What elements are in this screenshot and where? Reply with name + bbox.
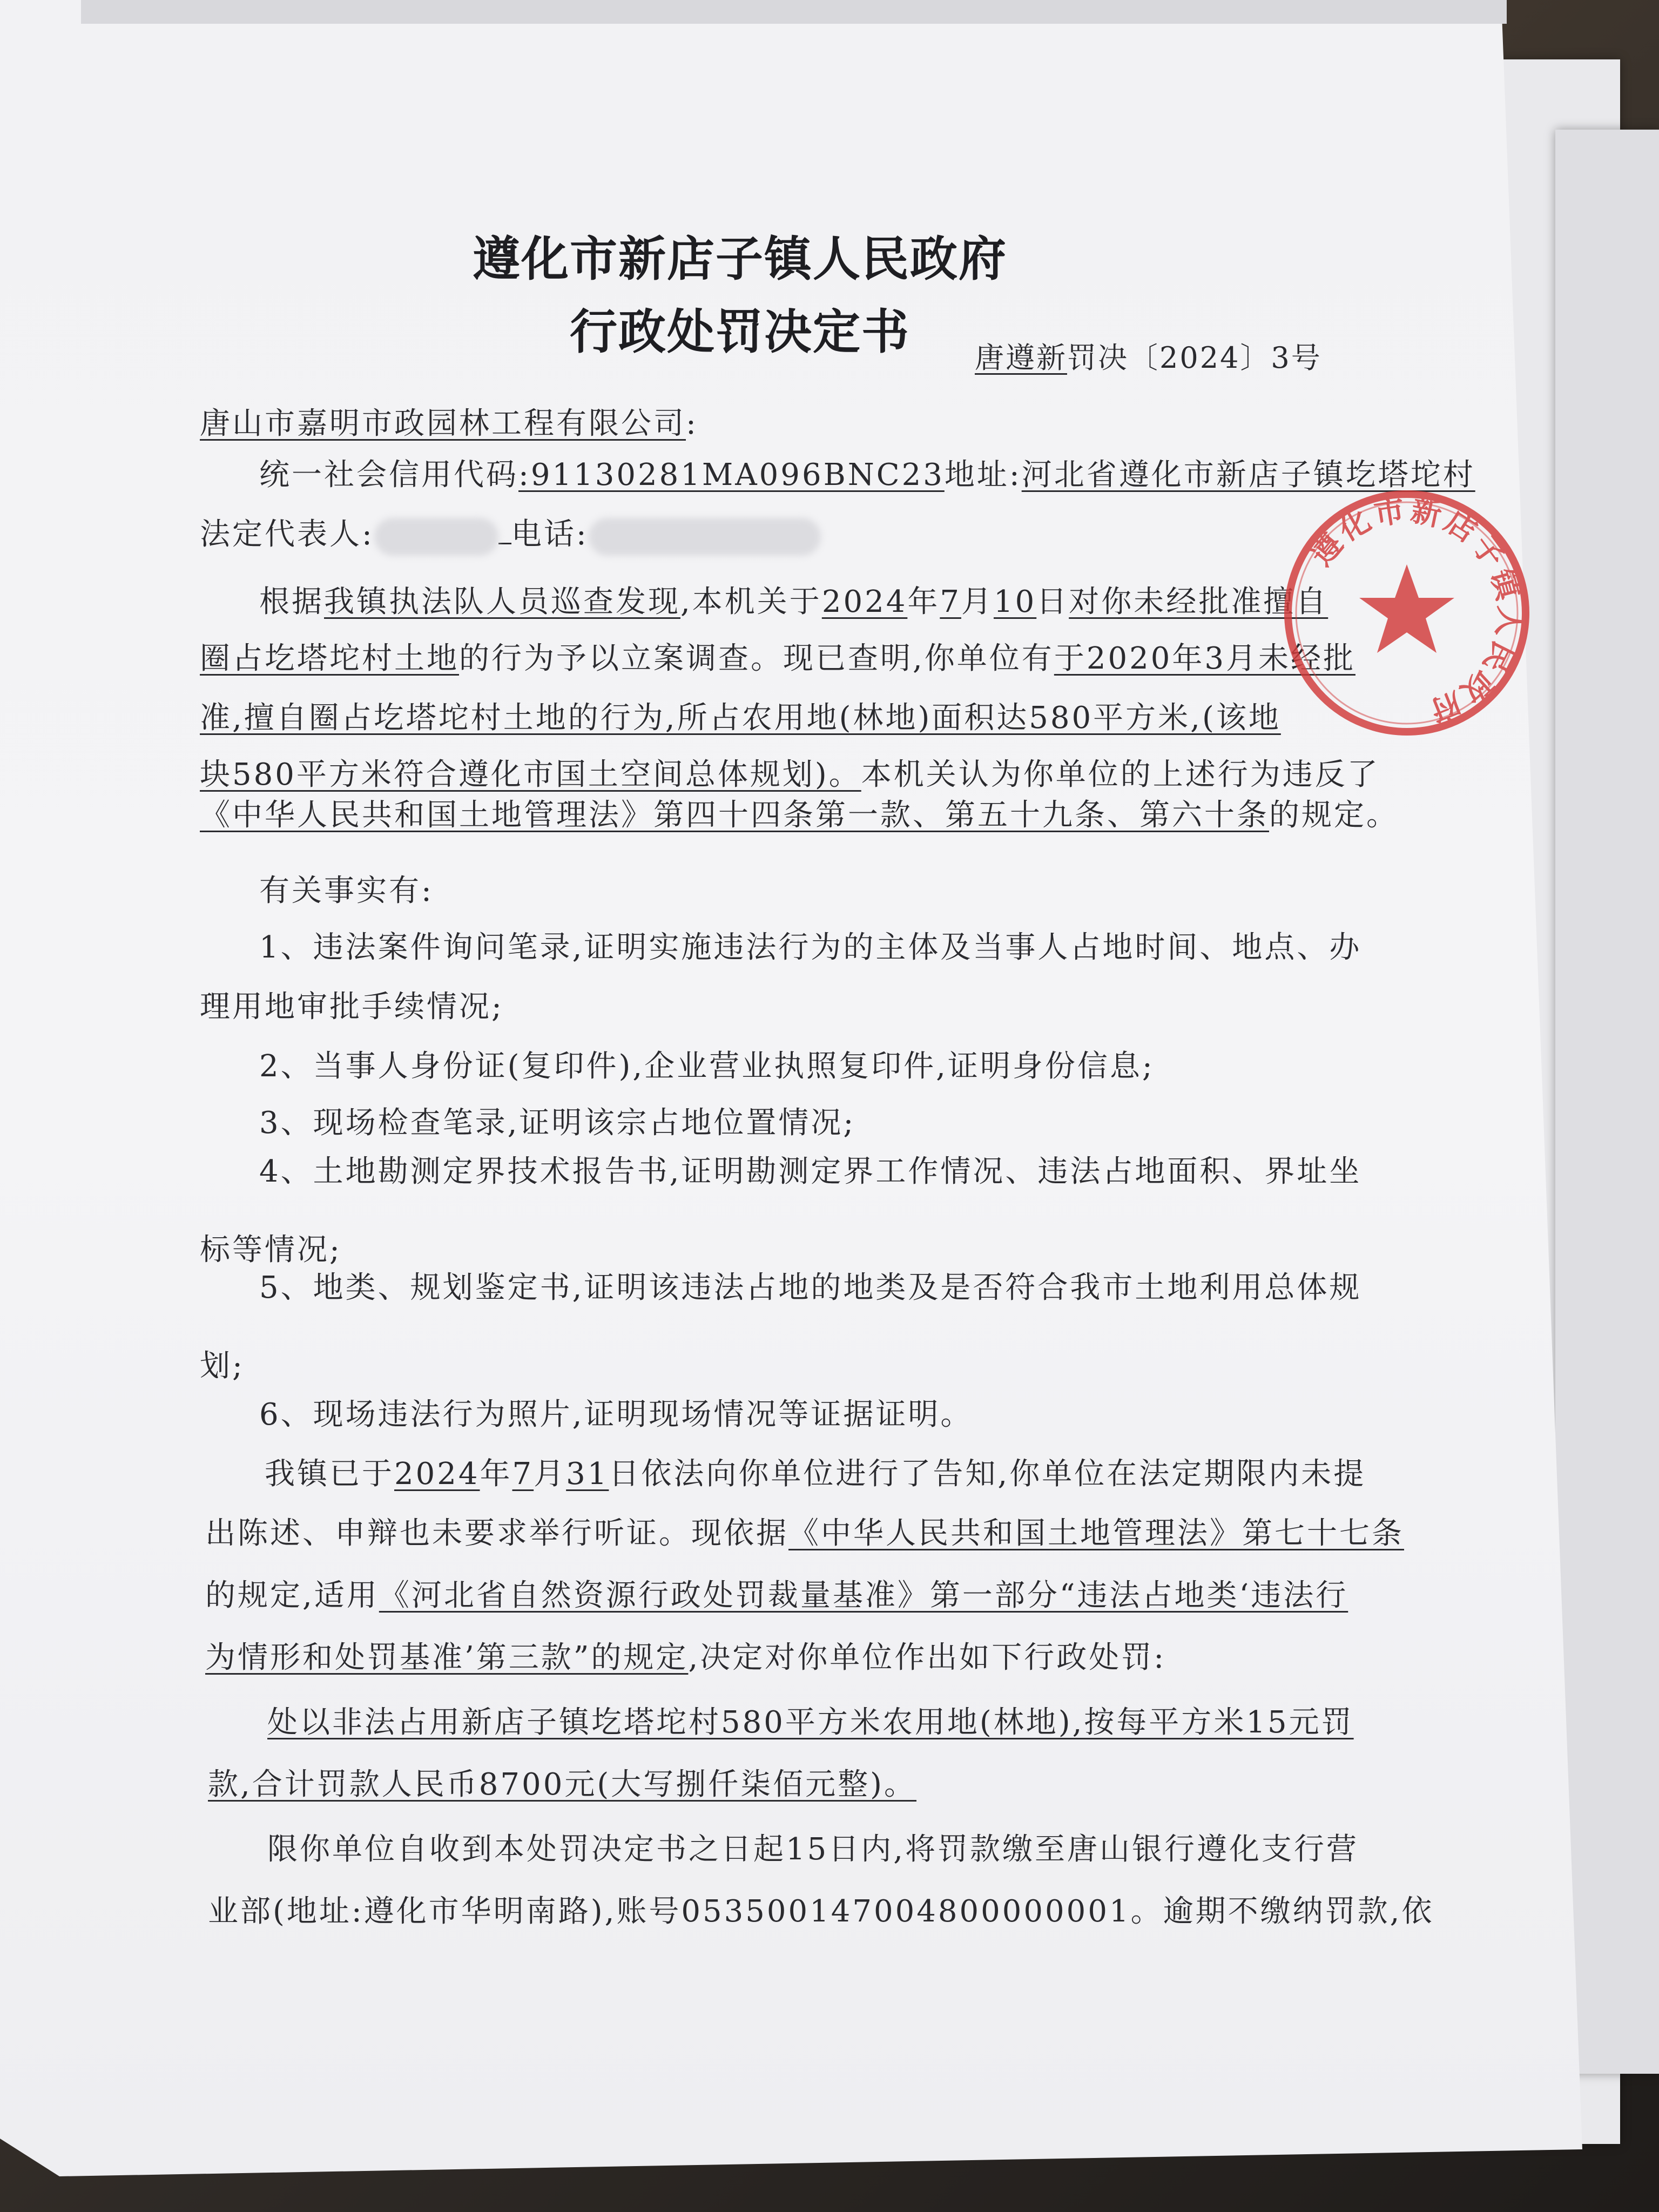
text: 7 bbox=[940, 584, 961, 619]
para1-line1 bbox=[259, 581, 1328, 624]
para1-line5 bbox=[200, 794, 1399, 837]
phone-label: 电话: bbox=[511, 517, 589, 552]
credit-code-value: :91130281MA096BNC23 bbox=[518, 457, 945, 493]
redacted-name bbox=[374, 518, 498, 556]
text: 31 bbox=[566, 1456, 609, 1492]
seal-star-icon bbox=[1359, 564, 1454, 653]
para2-line1 bbox=[265, 1453, 1366, 1496]
fact-item: 5、地类、规划鉴定书,证明该违法占地的地类及是否符合我市土地利用总体规 bbox=[259, 1270, 1362, 1305]
fact-item: 划; bbox=[200, 1348, 245, 1384]
text: 7 bbox=[512, 1456, 534, 1492]
text: 《中华人民共和国土地管理法》第七十七条 bbox=[788, 1516, 1404, 1551]
doc-number-rest: 罚决〔2024〕3号 bbox=[1067, 341, 1322, 375]
para1-line3: 准,擅自圈占圪塔坨村土地的行为,所占农用地(林地)面积达580平方米,(该地 bbox=[200, 700, 1281, 736]
text: 圈占圪塔坨村土地 bbox=[200, 641, 459, 676]
text: 年 bbox=[907, 584, 940, 619]
recipient-line bbox=[200, 402, 698, 446]
underscore bbox=[498, 543, 511, 544]
doc-number-prefix: 唐遵新 bbox=[975, 341, 1067, 375]
text: 《中华人民共和国土地管理法》第四十四条第一款、第五十九条、第六十条 bbox=[200, 798, 1269, 833]
document-title-issuer: 遵化市新店子镇人民政府 bbox=[472, 231, 1007, 287]
recipient-colon: : bbox=[686, 406, 698, 441]
address-value: 河北省遵化市新店子镇圪塔坨村 bbox=[1021, 457, 1475, 493]
official-seal-stamp bbox=[1277, 483, 1536, 743]
text: 日 bbox=[1036, 584, 1069, 619]
text: 日依法向你单位进行了告知,你单位在法定期限内未提 bbox=[609, 1456, 1366, 1492]
fact-item: 理用地审批手续情况; bbox=[200, 989, 504, 1024]
text: 根据 bbox=[259, 584, 324, 619]
fact-item: 标等情况; bbox=[200, 1232, 342, 1267]
text: 出陈述、申辩也未要求举行听证。现依据 bbox=[205, 1516, 788, 1551]
text: 块580平方米符合遵化市国土空间总体规划)。 bbox=[200, 757, 861, 792]
para3-line1: 限你单位自收到本处罚决定书之日起15日内,将罚款缴至唐山银行遵化支行营 bbox=[267, 1832, 1359, 1867]
text: 我镇已于 bbox=[265, 1456, 394, 1492]
recipient-name: 唐山市嘉明市政园林工程有限公司 bbox=[200, 406, 686, 441]
text: 的规定,适用 bbox=[205, 1578, 379, 1613]
fact-item: 4、土地勘测定界技术报告书,证明勘测定界工作情况、违法占地面积、界址坐 bbox=[259, 1154, 1362, 1189]
para1-line4 bbox=[200, 753, 1380, 797]
penalty-line2: 款,合计罚款人民币8700元(大写捌仟柒佰元整)。 bbox=[208, 1767, 917, 1802]
text: 10 bbox=[993, 584, 1037, 619]
text: 年 bbox=[480, 1456, 512, 1492]
legal-rep-label: 法定代表人: bbox=[200, 517, 374, 552]
text: 月 bbox=[961, 584, 994, 619]
legal-rep-line bbox=[200, 513, 821, 556]
penalty-line1: 处以非法占用新店子镇圪塔坨村580平方米农用地(林地),按每平方米15元罚 bbox=[267, 1705, 1354, 1740]
credit-code-label: 统一社会信用代码 bbox=[259, 457, 518, 493]
text: 本机关认为你单位的上述行为违反了 bbox=[861, 757, 1380, 792]
fact-item: 6、现场违法行为照片,证明现场情况等证据证明。 bbox=[259, 1397, 973, 1432]
text: 的规定。 bbox=[1269, 798, 1399, 833]
text: 2024 bbox=[394, 1456, 480, 1492]
text: 于2020年3月未经批 bbox=[1054, 641, 1355, 676]
document-title-type: 行政处罚决定书 bbox=[569, 304, 910, 360]
para2-line3 bbox=[205, 1574, 1348, 1617]
text: 我镇执法队人员巡查发现 bbox=[324, 584, 680, 619]
para2-line4 bbox=[205, 1636, 1166, 1680]
para1-line2 bbox=[200, 637, 1355, 680]
text: 2024 bbox=[821, 584, 908, 619]
text: 月 bbox=[534, 1456, 567, 1492]
text: 的行为予以立案调查。现已查明,你单位有 bbox=[459, 641, 1054, 676]
document-number bbox=[975, 335, 1322, 376]
text: ,决定对你单位作出如下行政处罚: bbox=[688, 1640, 1166, 1675]
fact-item: 3、现场检查笔录,证明该宗占地位置情况; bbox=[259, 1105, 856, 1141]
fact-item: 2、当事人身份证(复印件),企业营业执照复印件,证明身份信息; bbox=[259, 1049, 1155, 1084]
para2-line2 bbox=[205, 1512, 1404, 1555]
seal-text-path: 遵化市新店子镇人民政府 bbox=[1303, 491, 1528, 731]
redacted-phone bbox=[589, 518, 821, 556]
text: ,本机关于 bbox=[680, 584, 822, 619]
facts-heading: 有关事实有: bbox=[259, 873, 434, 908]
text: 为情形和处罚基准’第三款”的规定 bbox=[205, 1640, 689, 1675]
para3-line2: 业部(地址:遵化市华明南路),账号053500147004800000001。逾期不缴纳罚款,依 bbox=[208, 1894, 1434, 1929]
text: 对你未经批准擅自 bbox=[1069, 584, 1328, 619]
fact-item: 1、违法案件询问笔录,证明实施违法行为的主体及当事人占地时间、地点、办 bbox=[259, 930, 1362, 965]
text: 《河北省自然资源行政处罚裁量基准》第一部分“违法占地类‘违法行 bbox=[379, 1578, 1348, 1613]
address-label: 地址: bbox=[944, 457, 1022, 493]
